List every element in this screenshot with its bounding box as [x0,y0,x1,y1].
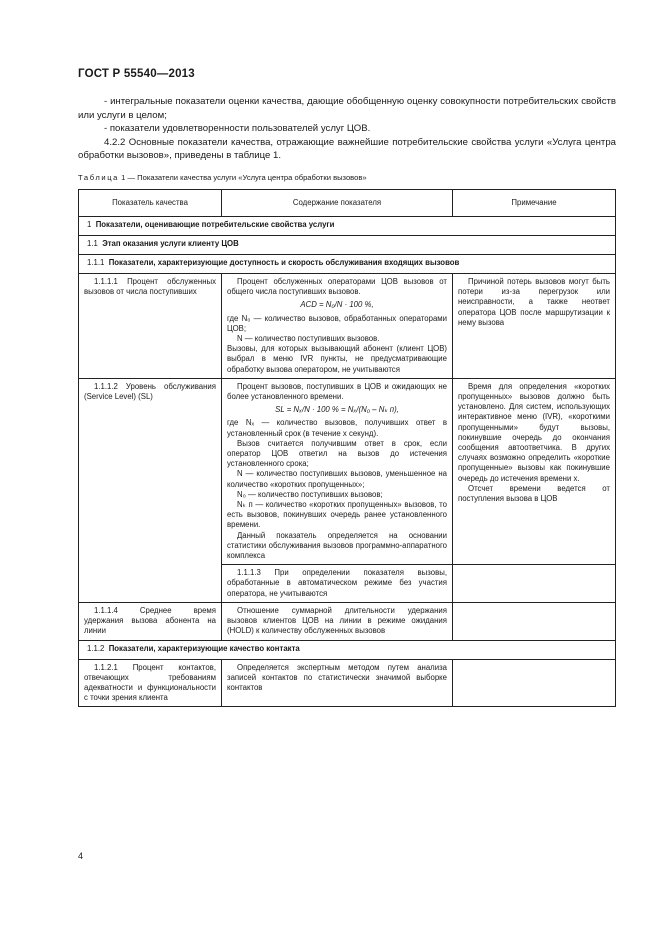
content-text: Отношение суммарной длительности удержания вызовов клиентов ЦОВ на линии в режиме ожидания (HOLD) к количеству обслуженных вызовов [227,605,447,636]
indicator-text: 1.1.2.1 Процент контактов, отвечающих требованиям адекватности и функциональности с точки зрения клиента [84,662,216,703]
section-1-1-1 [79,255,616,274]
page-number: 4 [78,851,84,861]
formula: SL = Nₓ/N · 100 % = Nₓ/(N₀ – Nₖ п), [275,405,399,415]
section-number: 1.1 [87,239,98,248]
table-row [79,378,616,564]
note-cell [453,565,616,603]
indicator-cell [79,274,222,379]
table-row [79,602,616,640]
indicator-text: 1.1.1.2 Уровень обслуживания (Service Level) (SL) [84,381,216,402]
content-text: Определяется экспертным методом путем анализа записей контактов по статистически значимой выборке контактов [227,662,447,692]
section-row [79,236,616,255]
content-text: 1.1.1.3 При определении показателя вызовы, обработанные в автоматическом режиме без участия оператора, не учитываются [227,568,447,598]
content-text: N₀ — количество поступивших вызовов; [237,489,383,499]
table-header-row [79,190,616,217]
intro-paragraph: - показатели удовлетворенности пользователей услуг ЦОВ. [104,123,371,135]
column-header-note: Примечание [453,190,616,217]
section-row [79,640,616,659]
note-text: Отсчет времени ведется от поступления вызова в ЦОВ [458,483,610,504]
content-text: где N₀ — количество вызовов, обработанных операторами ЦОВ; [227,313,447,333]
section-row [79,217,616,236]
table-caption [78,173,367,182]
note-text: Время для определения «коротких пропущенных» вызовов должно быть установлено. Для систем, использующих интерактивное меню (IVR), «короткими пропущенными» будут вызовы, покинувшие очередь до окончания сообщения автоответчика. В других случаях возможно определить «короткие пропущенные» вызовы как покинувшие очередь до истечения времени x. [458,381,610,483]
content-text: Nₖ п — количество «коротких пропущенных» вызовов, то есть вызовов, покинувших очередь ранее установленного времени. [227,500,447,530]
note-cell [453,659,616,707]
formula: ACD = N₀/N · 100 %, [300,300,374,310]
table-caption-label: Таблица [78,173,119,182]
table-row [79,659,616,707]
column-header-indicator: Показатель качества [79,190,222,217]
section-title: Этап оказания услуги клиенту ЦОВ [102,239,239,248]
content-text: Вызов считается получившим ответ в срок, если оператор ЦОВ ответил на вызов до истечения установленного срока; [227,438,447,469]
content-text: Вызовы, для которых вызывающий абонент (клиент ЦОВ) выбрал в меню IVR пункты, не предусматривающие обработку вызова оператором, не учитываются [227,344,447,374]
section-1-1 [79,236,616,255]
section-1 [79,217,616,236]
content-cell [222,378,453,564]
content-text: N — количество поступивших вызовов, уменьшенное на количество «коротких пропущенных»; [227,469,447,489]
section-title: Показатели, характеризующие качество контакта [108,643,300,653]
section-number: 1.1.1 [87,258,105,267]
note-cell [453,602,616,640]
section-1-1-2 [79,640,616,659]
intro-paragraph: - интегральные показатели оценки качества, дающие обобщенную оценку совокупности потребительских свойств или услуги в целом; [78,96,616,121]
intro-paragraph: 4.2.2 Основные показатели качества, отражающие важнейшие потребительские свойства услуги «Услуга центра обработки вызовов», приведены в таблице 1. [78,136,616,162]
quality-indicators-table [78,189,616,707]
indicator-text: 1.1.1.4 Среднее время удержания вызова абонента на линии [84,605,216,636]
content-cell [222,602,453,640]
section-title: Показатели, характеризующие доступность и скорость обслуживания входящих вызовов [108,258,460,267]
table-row [79,274,616,379]
section-title: Показатели, оценивающие потребительские свойства услуги [95,220,335,229]
content-cell [222,659,453,707]
content-cell [222,565,453,603]
indicator-cell [79,659,222,707]
content-text: где Nₓ — количество вызовов, получивших ответ в установленный срок (в течение x секунд). [227,418,447,438]
content-text: N — количество поступивших вызовов. [237,334,380,344]
section-row [79,255,616,274]
section-number: 1 [87,220,92,229]
intro-text [78,95,616,163]
content-text: Процент вызовов, поступивших в ЦОВ и ожидающих не более установленного времени. [227,381,447,402]
note-text: Причиной потерь вызовов могут быть потери из-за перегрузок или неисправности, а также неответ оператора ЦОВ после маршрутизации к нему вызова [458,277,610,327]
content-text: Процент обслуженных операторами ЦОВ вызовов от общего числа поступивших вызовов. [227,277,447,297]
document-header: ГОСТ Р 55540—2013 [78,68,195,80]
indicator-cell [79,378,222,602]
column-header-content: Содержание показателя [222,190,453,217]
note-cell [453,378,616,564]
indicator-text: 1.1.1.1 Процент обслуженных вызовов от числа поступивших [84,277,216,297]
section-number: 1.1.2 [87,643,105,653]
note-cell [453,274,616,379]
indicator-cell [79,602,222,640]
table-caption-text: 1 — Показатели качества услуги «Услуга центра обработки вызовов» [121,173,367,182]
content-cell [222,274,453,379]
content-text: Данный показатель определяется на основании статистики обслуживания вызовов программно-аппаратного комплекса [227,530,447,561]
